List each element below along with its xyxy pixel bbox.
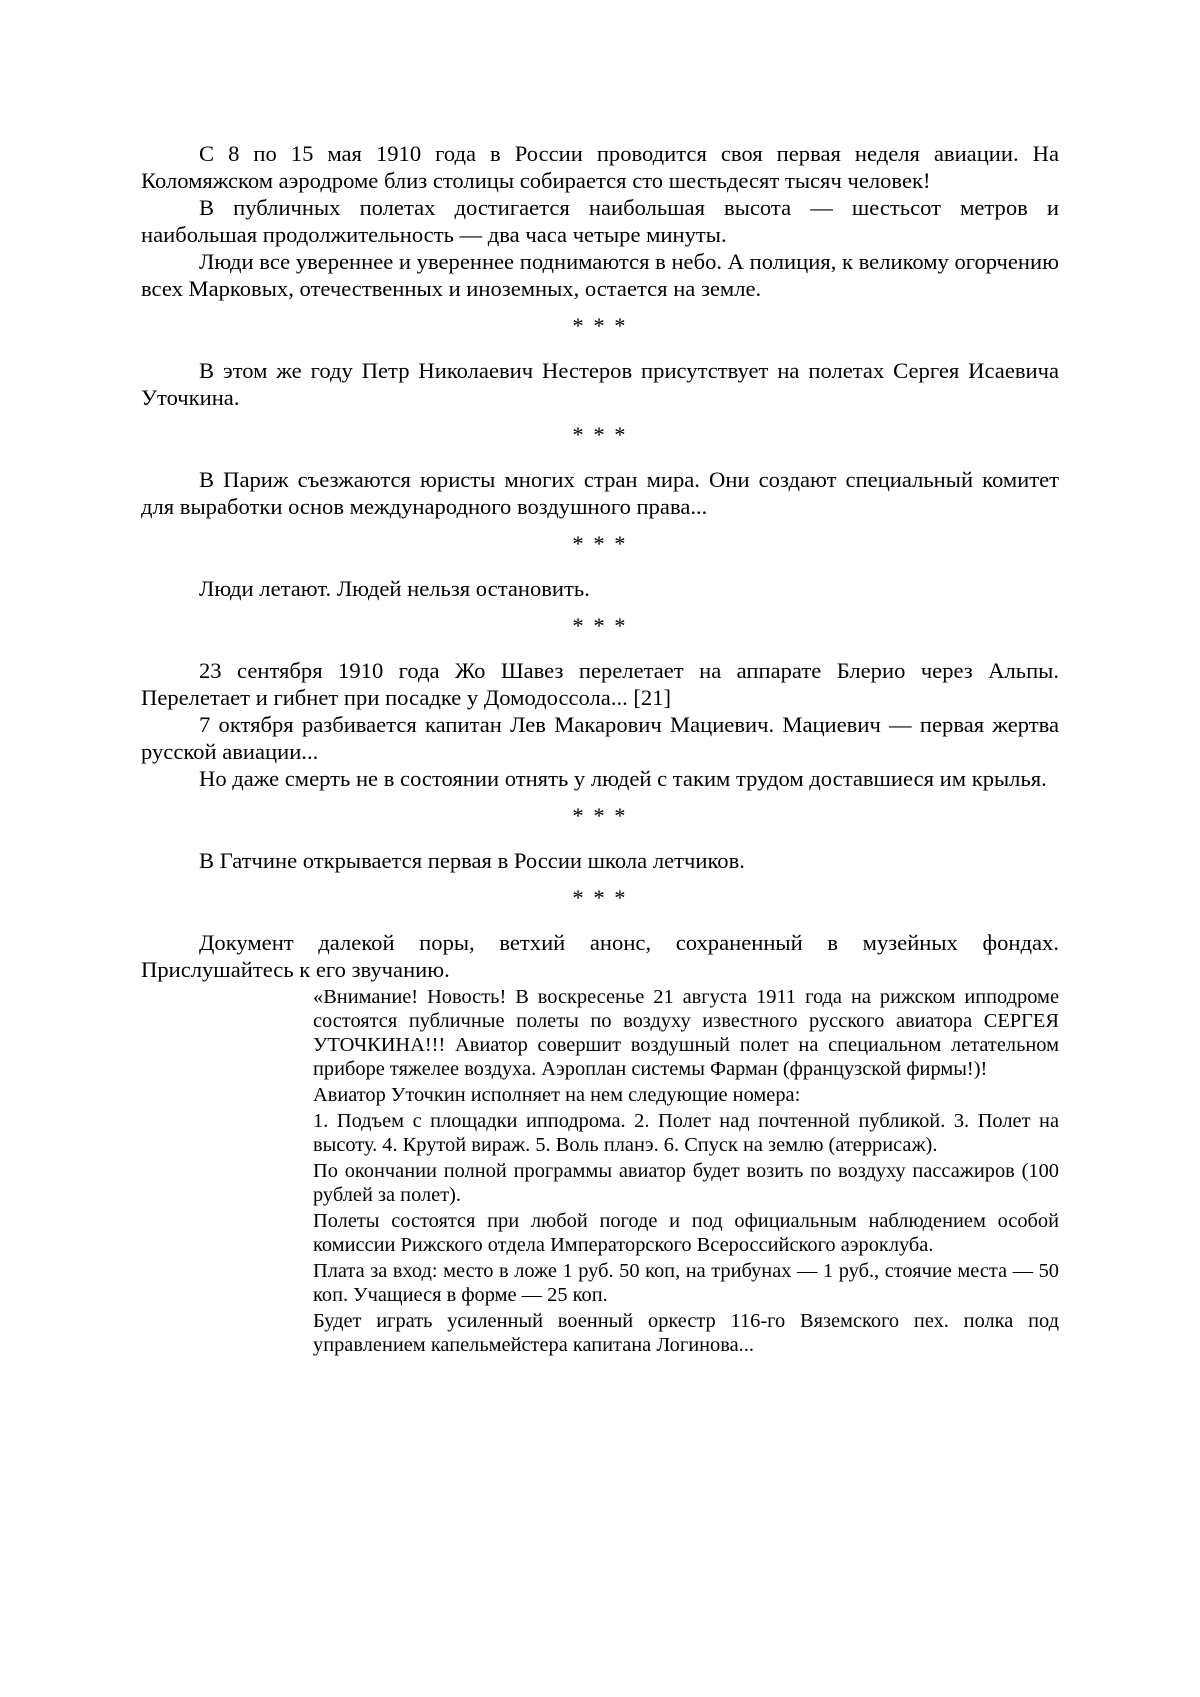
paragraph: Документ далекой поры, ветхий анонс, сохраненный в музейных фондах. Прислушайтесь к его звучанию. — [141, 930, 1059, 982]
paragraph: В этом же году Петр Николаевич Нестеров присутствует на полетах Сергея Исаевича Уточкина. — [141, 358, 1059, 410]
document-body — [141, 140, 1059, 1359]
quote-paragraph: Будет играть усиленный военный оркестр 116-го Вяземского пех. полка под управлением капельмейстера капитана Логинова... — [313, 1310, 1059, 1356]
paragraph: 23 сентября 1910 года Жо Шавез перелетает на аппарате Блерио через Альпы. Перелетает и гибнет при посадке у Домодоссола... [21] — [141, 658, 1059, 710]
quoted-announcement — [313, 985, 1059, 1357]
quote-paragraph: Авиатор Уточкин исполняет на нем следующие номера: — [313, 1084, 801, 1106]
paragraph: Люди летают. Людей нельзя остановить. — [199, 576, 590, 601]
paragraph: В Гатчине открывается первая в России школа летчиков. — [199, 848, 745, 873]
paragraph: 7 октября разбивается капитан Лев Макарович Мациевич. Мациевич — первая жертва русской авиации... — [141, 712, 1059, 764]
paragraph: Люди все увереннее и увереннее поднимаются в небо. А полиция, к великому огорчению всех Марковых, отечественных и иноземных, остается на земле. — [141, 249, 1059, 301]
quote-paragraph: 1. Подъем с площадки ипподрома. 2. Полет над почтенной публикой. 3. Полет на высоту. 4. Крутой вираж. 5. Воль планэ. 6. Спуск на землю (атеррисаж). — [313, 1110, 1059, 1156]
paragraph: В Париж съезжаются юристы многих стран мира. Они создают специальный комитет для выработки основ международного воздушного права... — [141, 467, 1059, 519]
section-separator: * * * — [572, 531, 628, 556]
section-separator: * * * — [572, 885, 628, 910]
quote-paragraph: Полеты состоятся при любой погоде и под официальным наблюдением особой комиссии Рижского отдела Императорского Всероссийского аэроклуба. — [313, 1210, 1059, 1256]
quote-paragraph: Плата за вход: место в ложе 1 руб. 50 коп, на трибунах — 1 руб., стоячие места — 50 коп. Учащиеся в форме — 25 коп. — [313, 1260, 1059, 1306]
section-separator: * * * — [572, 313, 628, 338]
section-separator: * * * — [572, 422, 628, 447]
section-separator: * * * — [572, 803, 628, 828]
paragraph: В публичных полетах достигается наибольшая высота — шестьсот метров и наибольшая продолжительность — два часа четыре минуты. — [141, 195, 1059, 247]
section-separator: * * * — [572, 613, 628, 638]
paragraph: С 8 по 15 мая 1910 года в России проводится своя первая неделя авиации. На Коломяжском аэродроме близ столицы собирается сто шестьдесят тысяч человек! — [141, 141, 1059, 193]
quote-paragraph: «Внимание! Новость! В воскресенье 21 августа 1911 года на рижском ипподроме состоятся публичные полеты по воздуху известного русского авиатора СЕРГЕЯ УТОЧКИНА!!! Авиатор совершит воздушный полет на специальном летательном приборе тяжелее воздуха. Аэроплан системы Фарман (французской фирмы!)! — [313, 986, 1059, 1080]
quote-paragraph: По окончании полной программы авиатор будет возить по воздуху пассажиров (100 рублей за полет). — [313, 1160, 1059, 1206]
paragraph: Но даже смерть не в состоянии отнять у людей с таким трудом доставшиеся им крылья. — [199, 766, 1047, 791]
